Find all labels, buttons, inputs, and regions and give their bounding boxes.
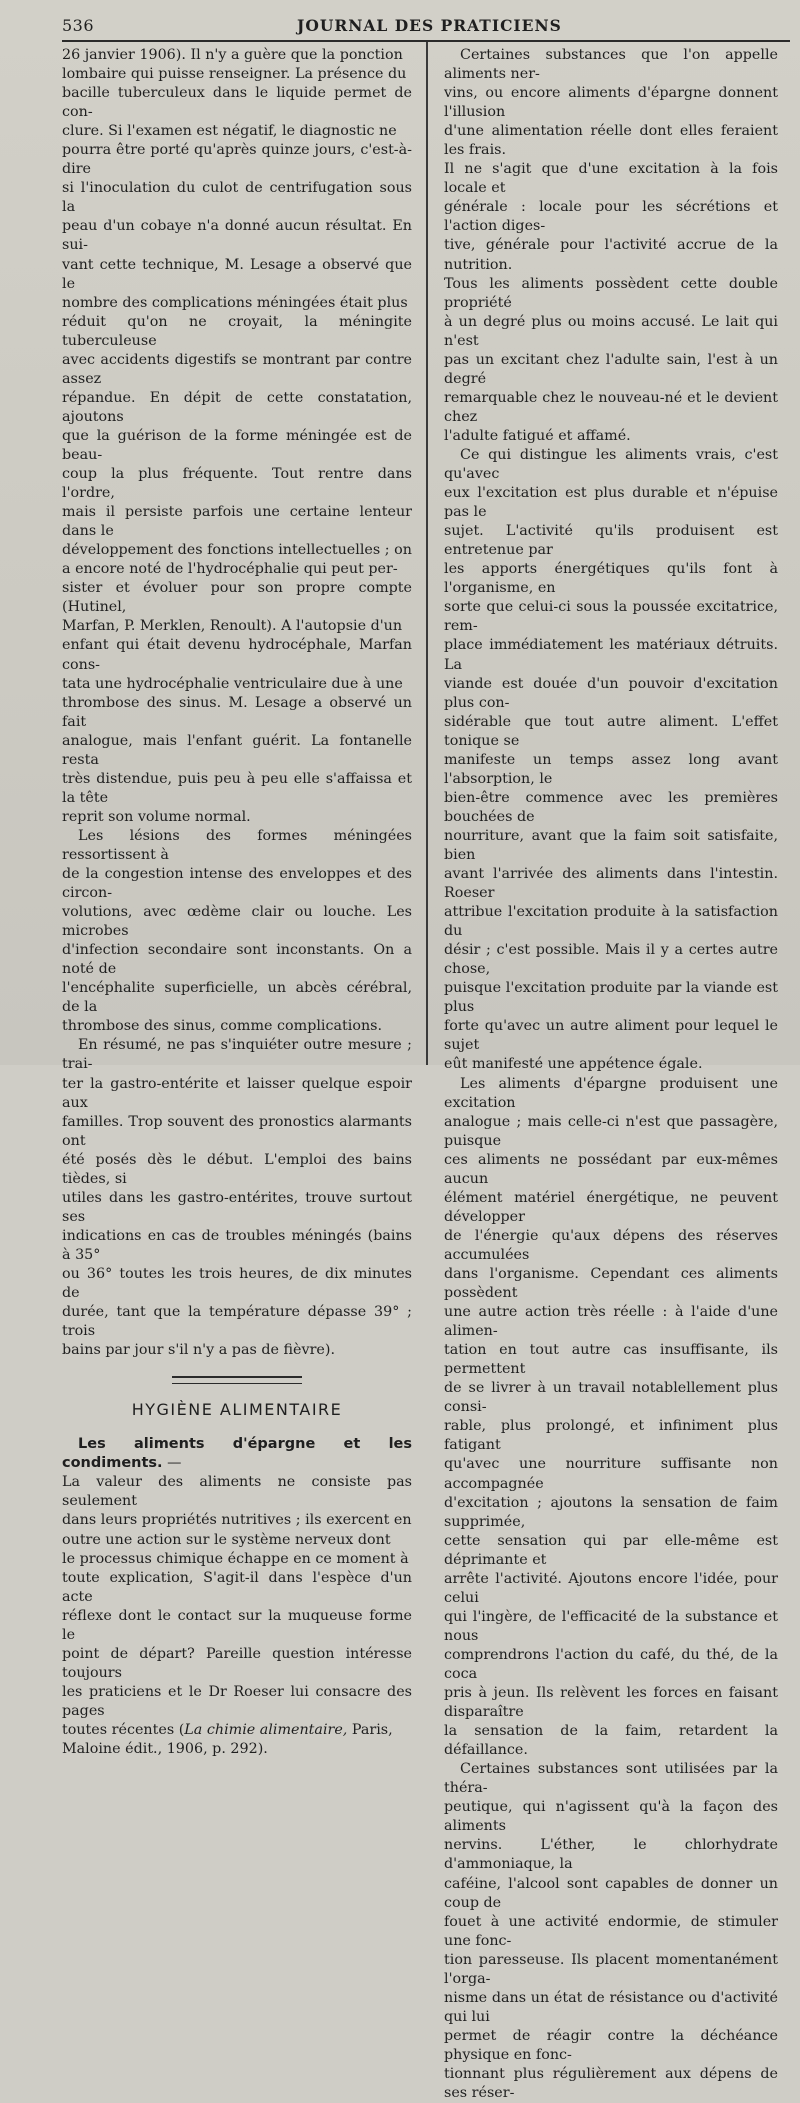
text-line: avec accidents digestifs se montrant par contre assez — [62, 351, 412, 387]
text-line: comprendrons l'action du café, du thé, de la coca — [444, 1646, 778, 1682]
text-line: clure. Si l'examen est négatif, le diagnostic ne — [62, 123, 397, 140]
text-line: tion paresseuse. Ils placent momentanément l'orga- — [444, 1951, 778, 1987]
text-line: bains par jour s'il n'y a pas de fièvre). — [62, 1342, 336, 1359]
text-line: Les aliments d'épargne produisent une excitation — [444, 1075, 778, 1111]
text-line: En résumé, ne pas s'inquiéter outre mesure ; trai- — [62, 1037, 412, 1073]
text-line: l'adulte fatigué et affamé. — [444, 427, 631, 444]
text-line: qu'avec une nourriture suffisante non accompagnée — [444, 1456, 778, 1492]
text-line: rable, plus prolongé, et infiniment plus fatigant — [444, 1418, 778, 1454]
text-line: lombaire qui puisse renseigner. La présence du — [62, 66, 407, 83]
text-line: avant l'arrivée des aliments dans l'intestin. Roeser — [444, 866, 778, 902]
citation-post: Paris, — [347, 1721, 393, 1738]
text-line: développement des fonctions intellectuelles ; on — [62, 542, 412, 559]
text-line: nourriture, avant que la faim soit satisfaite, bien — [444, 827, 778, 863]
text-line: ter la gastro-entérite et laisser quelque espoir aux — [62, 1075, 412, 1111]
text-line: été posés dès le début. L'emploi des bains tièdes, si — [62, 1151, 412, 1187]
text-line: La valeur des aliments ne consiste pas seulement — [62, 1474, 412, 1510]
text-line: que la guérison de la forme méningée est de beau- — [62, 427, 412, 463]
text-line: nisme dans un état de résistance ou d'activité qui lui — [444, 1989, 778, 2025]
text-line: qui l'ingère, de l'efficacité de la substance et nous — [444, 1608, 778, 1644]
text-line: point de départ? Pareille question intéresse toujours — [62, 1645, 412, 1681]
text-line: la sensation de la faim, retardent la défaillance. — [444, 1723, 778, 1759]
text-line: volutions, avec œdème clair ou louche. Les microbes — [62, 904, 412, 940]
right-paragraph-4 — [444, 1760, 778, 2103]
text-line: peutique, qui n'agissent qu'à la façon des aliments — [444, 1799, 778, 1835]
text-line: eux l'excitation est plus durable et n'épuise pas le — [444, 485, 778, 521]
text-line: a encore noté de l'hydrocéphalie qui peut per- — [62, 561, 398, 578]
text-line: durée, tant que la température dépasse 39° ; trois — [62, 1304, 412, 1340]
left-paragraph-1 — [62, 46, 412, 827]
left-paragraph-4-lines — [62, 1474, 412, 1719]
text-line: nervins. L'éther, le chlorhydrate d'ammoniaque, la — [444, 1837, 778, 1873]
text-line: enfant qui était devenu hydrocéphale, Marfan cons- — [62, 637, 412, 673]
text-line: de l'énergie qu'aux dépens des réserves accumulées — [444, 1227, 778, 1263]
text-line: d'une alimentation réelle dont elles feraient les frais. — [444, 123, 778, 159]
text-line: pris à jeun. Ils relèvent les forces en faisant disparaître — [444, 1685, 778, 1721]
text-line: manifeste un temps assez long avant l'absorption, le — [444, 751, 778, 787]
text-line: sister et évoluer pour son propre compte (Hutinel, — [62, 580, 412, 616]
section-separator — [172, 1376, 302, 1384]
text-line: toute explication, S'agit-il dans l'espèce d'un acte — [62, 1569, 412, 1605]
text-line: de se livrer à un travail notablellement plus consi- — [444, 1380, 778, 1416]
text-line: très distendue, puis peu à peu elle s'affaissa et la tête — [62, 770, 412, 806]
text-line: Certaines substances sont utilisées par la théra- — [444, 1761, 778, 1797]
text-line: dans l'organisme. Cependant ces aliments possèdent — [444, 1266, 778, 1302]
right-paragraph-1 — [444, 46, 778, 446]
text-line: ou 36° toutes les trois heures, de dix minutes de — [62, 1266, 412, 1302]
left-paragraph-2 — [62, 827, 412, 1037]
text-line: Tous les aliments possèdent cette double propriété — [444, 275, 778, 311]
text-line: eût manifesté une appétence égale. — [444, 1056, 703, 1073]
text-line: réduit qu'on ne croyait, la méningite tuberculeuse — [62, 313, 412, 349]
citation-book-title: La chimie alimentaire, — [184, 1721, 348, 1738]
text-line: désir ; c'est possible. Mais il y a certes autre chose, — [444, 942, 778, 978]
text-line: analogue ; mais celle-ci n'est que passagère, puisque — [444, 1113, 778, 1149]
text-line: si l'inoculation du culot de centrifugation sous la — [62, 180, 412, 216]
text-line: vins, ou encore aliments d'épargne donnent l'illusion — [444, 85, 778, 121]
text-line: réflexe dont le contact sur la muqueuse forme le — [62, 1607, 412, 1643]
text-line: coup la plus fréquente. Tout rentre dans l'ordre, — [62, 466, 412, 502]
text-line: puisque l'excitation produite par la viande est plus — [444, 980, 778, 1016]
text-line: à un degré plus ou moins accusé. Le lait qui n'est — [444, 313, 778, 349]
section-title: HYGIÈNE ALIMENTAIRE — [131, 1400, 343, 1420]
text-line: place immédiatement les matériaux détruits. La — [444, 637, 778, 673]
text-line: remarquable chez le nouveau-né et le devient chez — [444, 389, 778, 425]
subheading-dash: — — [162, 1455, 182, 1472]
text-line: sorte que celui-ci sous la poussée excitatrice, rem- — [444, 599, 778, 635]
text-line: tata une hydrocéphalie ventriculaire due à une — [62, 675, 403, 692]
text-line: cette sensation qui par elle-même est déprimante et — [444, 1532, 778, 1568]
text-line: arrête l'activité. Ajoutons encore l'idée, pour celui — [444, 1570, 778, 1606]
text-line: 26 janvier 1906). Il n'y a guère que la ponction — [62, 47, 403, 63]
article-subheading: Les aliments d'épargne et les condiments. — [62, 1436, 412, 1472]
text-line: ces aliments ne possédant par eux-mêmes aucun — [444, 1151, 778, 1187]
text-line: tionnant plus régulièrement aux dépens de ses réser- — [444, 2065, 778, 2102]
left-paragraph-4 — [62, 1435, 412, 1759]
text-line: l'encéphalite superficielle, un abcès cérébral, de la — [62, 980, 412, 1016]
text-line: reprit son volume normal. — [62, 808, 251, 825]
left-paragraph-3 — [62, 1036, 412, 1360]
text-line: pourra être porté qu'après quinze jours, c'est-à-dire — [62, 142, 412, 178]
text-line: forte qu'avec un autre aliment pour lequel le sujet — [444, 1018, 778, 1054]
running-title: JOURNAL DES PRATICIENS — [297, 16, 562, 35]
text-line: les apports énergétiques qu'ils font à l'organisme, en — [444, 561, 778, 597]
text-line: pas un excitant chez l'adulte sain, l'est à un degré — [444, 351, 778, 387]
citation-pre: toutes récentes ( — [62, 1721, 185, 1738]
text-line: bien-être commence avec les premières bouchées de — [444, 789, 778, 825]
text-line: une autre action très réelle : à l'aide d'une alimen- — [444, 1304, 778, 1340]
text-line: sujet. L'activité qu'ils produisent est entretenue par — [444, 523, 778, 559]
text-line: tation en tout autre cas insuffisante, ils permettent — [444, 1342, 778, 1378]
page-header — [62, 12, 790, 42]
text-line: nombre des complications méningées était plus — [62, 294, 408, 311]
text-line: Marfan, P. Merklen, Renoult). A l'autopsie d'un — [62, 618, 403, 635]
text-line: Il ne s'agit que d'une excitation à la fois locale et — [444, 161, 778, 197]
text-line: permet de réagir contre la déchéance physique en fonc- — [444, 2027, 778, 2063]
text-line: familles. Trop souvent des pronostics alarmants ont — [62, 1113, 412, 1149]
text-line: thrombose des sinus, comme complications. — [62, 1018, 383, 1035]
text-line: outre une action sur le système nerveux dont — [62, 1531, 391, 1548]
text-line: Ce qui distingue les aliments vrais, c'est qu'avec — [444, 446, 778, 483]
right-column — [444, 46, 778, 2103]
right-paragraph-2 — [444, 446, 778, 1075]
page-number: 536 — [62, 16, 95, 35]
text-line: viande est douée d'un pouvoir d'excitation plus con- — [444, 675, 778, 711]
text-line: thrombose des sinus. M. Lesage a observé un fait — [62, 694, 412, 730]
text-line: indications en cas de troubles méningés (bains à 35° — [62, 1227, 412, 1263]
text-line: les praticiens et le Dr Roeser lui consacre des pages — [62, 1683, 412, 1719]
text-line: Certaines substances que l'on appelle aliments ner- — [444, 47, 778, 83]
text-line: caféine, l'alcool sont capables de donner un coup de — [444, 1875, 778, 1911]
citation-publisher: Maloine édit., 1906, p. 292). — [62, 1741, 268, 1758]
text-line: répandue. En dépit de cette constatation, ajoutons — [62, 389, 412, 425]
text-line: mais il persiste parfois une certaine lenteur dans le — [62, 504, 412, 540]
text-line: tive, générale pour l'activité accrue de la nutrition. — [444, 237, 778, 273]
text-line: peau d'un cobaye n'a donné aucun résultat. En sui- — [62, 218, 412, 254]
text-line: analogue, mais l'enfant guérit. La fontanelle resta — [62, 732, 412, 768]
text-line: utiles dans les gastro-entérites, trouve surtout ses — [62, 1189, 412, 1225]
text-line: générale : locale pour les sécrétions et l'action diges- — [444, 199, 778, 235]
text-line: sidérable que tout autre aliment. L'effet tonique se — [444, 713, 778, 749]
text-line: le processus chimique échappe en ce moment à — [62, 1550, 409, 1567]
column-divider — [426, 42, 428, 1065]
text-line: élément matériel énergétique, ne peuvent développer — [444, 1189, 778, 1225]
right-paragraph-3 — [444, 1075, 778, 1761]
text-line: attribue l'excitation produite à la satisfaction du — [444, 904, 778, 940]
text-line: Les lésions des formes méningées ressortissent à — [62, 827, 412, 863]
text-line: dans leurs propriétés nutritives ; ils exercent en — [62, 1512, 412, 1529]
text-line: fouet à une activité endormie, de stimuler une fonc- — [444, 1913, 778, 1949]
text-line: vant cette technique, M. Lesage a observé que le — [62, 256, 412, 292]
left-column — [62, 46, 412, 1759]
text-line: de la congestion intense des enveloppes et des circon- — [62, 866, 412, 902]
text-line: d'excitation ; ajoutons la sensation de faim supprimée, — [444, 1494, 778, 1530]
text-line: bacille tuberculeux dans le liquide permet de con- — [62, 85, 412, 121]
text-line: d'infection secondaire sont inconstants. On a noté de — [62, 942, 412, 978]
